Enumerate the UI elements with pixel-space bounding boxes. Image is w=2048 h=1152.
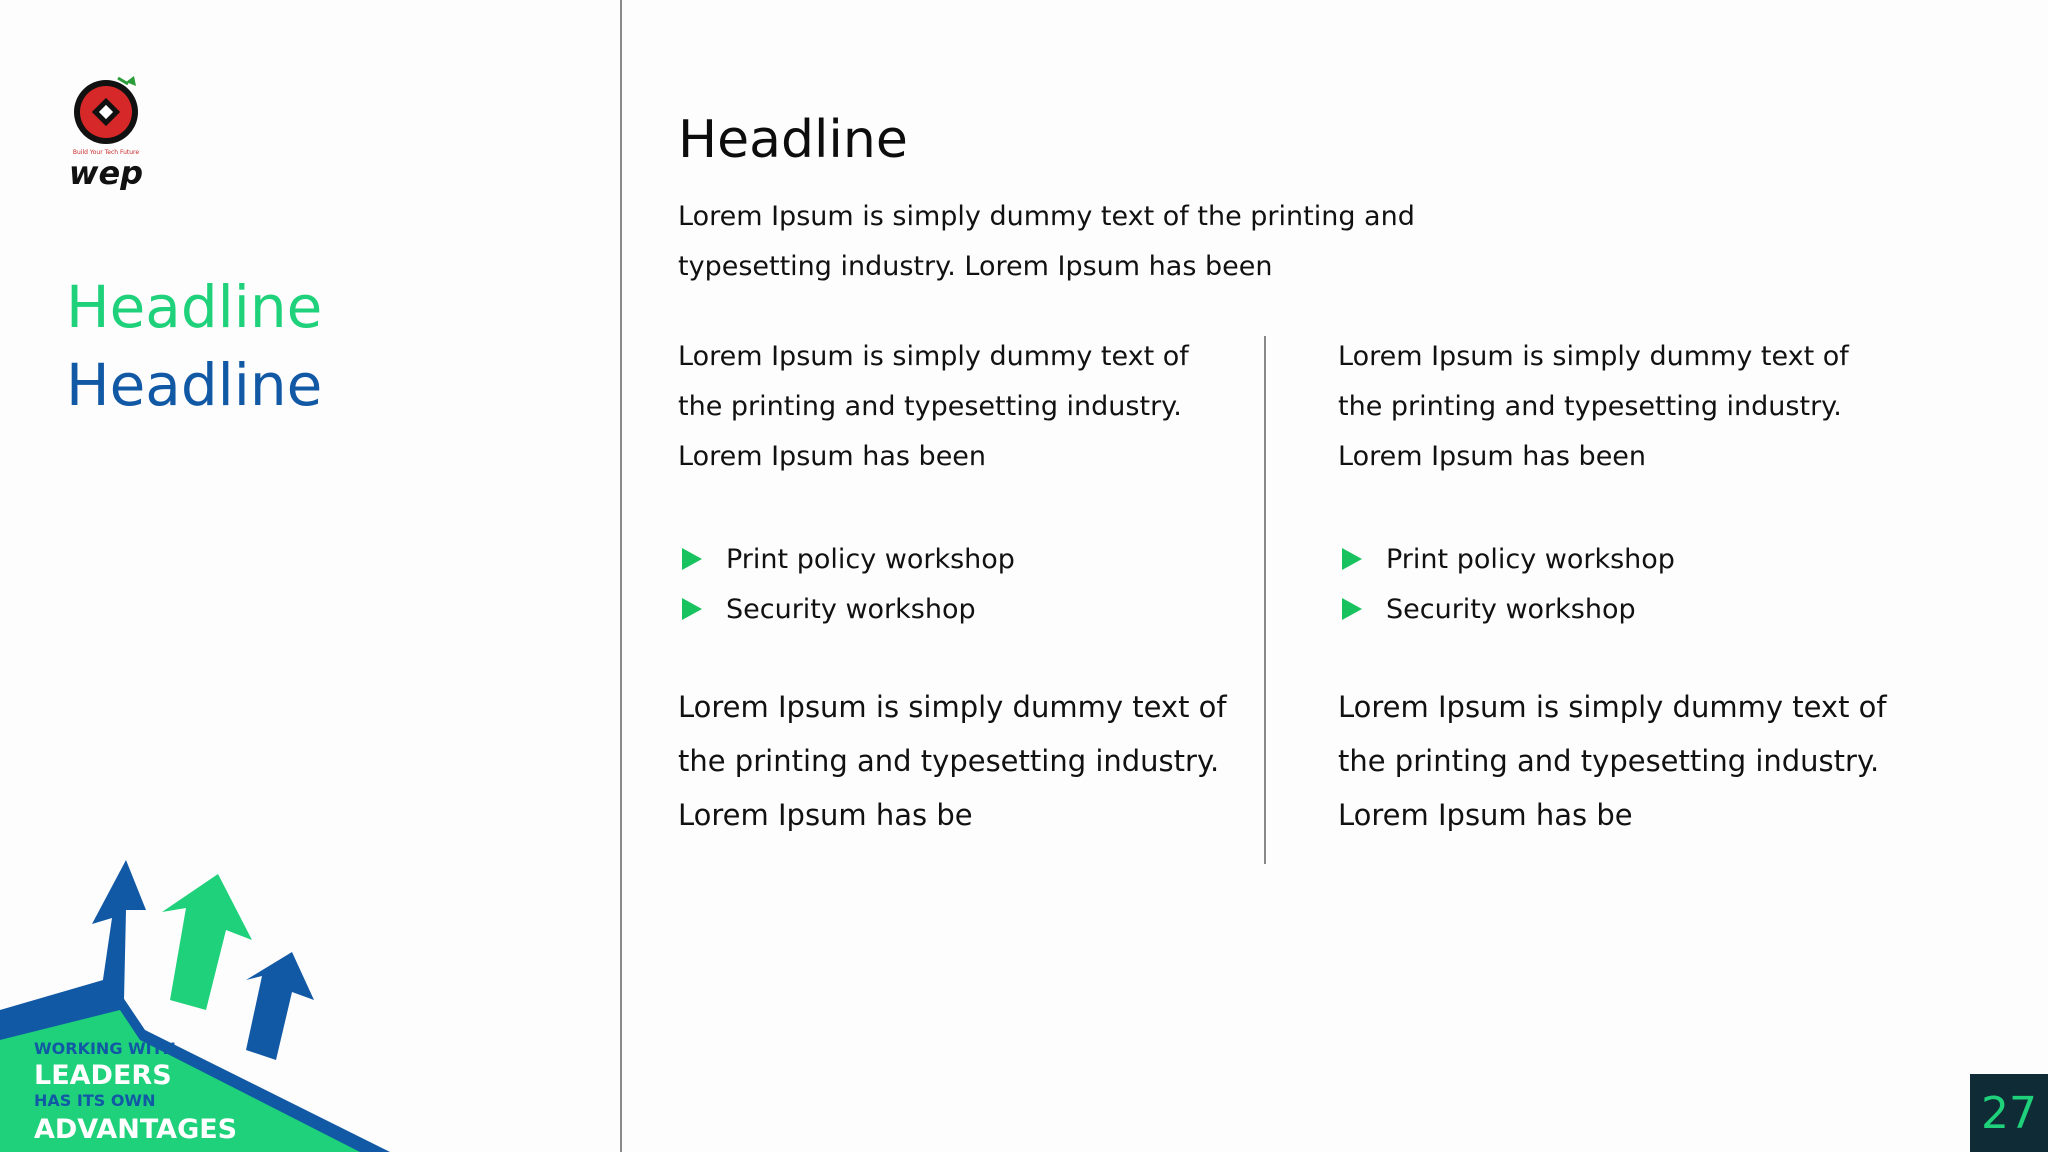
column-paragraph: Lorem Ipsum is simply dummy text of the printing and typesetting industry. Lorem Ipsum has been [1338,341,1849,472]
column-left [678,332,1238,842]
logo-tagline: Build Your Tech Future [72,149,140,156]
bullet-item [1338,584,1898,634]
page-number-badge: 27 [1970,1074,2048,1152]
bullet-label: Print policy workshop [726,543,1015,575]
bullet-item [1338,534,1898,584]
brand-line4: ADVANTAGES [34,1114,238,1145]
triangle-bullet-icon [1342,548,1362,570]
sidebar-headline-secondary: Headline [66,351,323,419]
bullet-item [678,534,1238,584]
column-closing-paragraph: Lorem Ipsum is simply dummy text of the printing and typesetting industry. Lorem Ipsum has be [678,690,1227,832]
sidebar [0,0,620,1152]
logo-wordmark: wep [68,154,144,190]
column-divider [1264,336,1266,864]
bullet-list [678,534,1238,634]
column-paragraph: Lorem Ipsum is simply dummy text of the printing and typesetting industry. Lorem Ipsum has been [678,341,1189,472]
brand-line2: LEADERS [34,1060,172,1091]
brand-art [0,860,400,1152]
bullet-label: Security workshop [726,593,976,625]
triangle-bullet-icon [682,548,702,570]
column-right [1338,332,1898,842]
triangle-bullet-icon [682,598,702,620]
sidebar-headline-primary: Headline [66,273,323,341]
brand-line1: WORKING WITH [34,1039,176,1058]
brand-line3: HAS ITS OWN [34,1091,156,1110]
main-headline: Headline [678,110,908,170]
triangle-bullet-icon [1342,598,1362,620]
strawberry-chip-logo-icon [74,76,138,144]
wep-logo [56,72,156,190]
bullet-label: Print policy workshop [1386,543,1675,575]
bullet-list [1338,534,1898,634]
intro-paragraph: Lorem Ipsum is simply dummy text of the printing and typesetting industry. Lorem Ipsum has been [678,201,1415,282]
bullet-label: Security workshop [1386,593,1636,625]
column-closing-paragraph: Lorem Ipsum is simply dummy text of the printing and typesetting industry. Lorem Ipsum has be [1338,690,1887,832]
sidebar-divider [620,0,622,1152]
bullet-item [678,584,1238,634]
